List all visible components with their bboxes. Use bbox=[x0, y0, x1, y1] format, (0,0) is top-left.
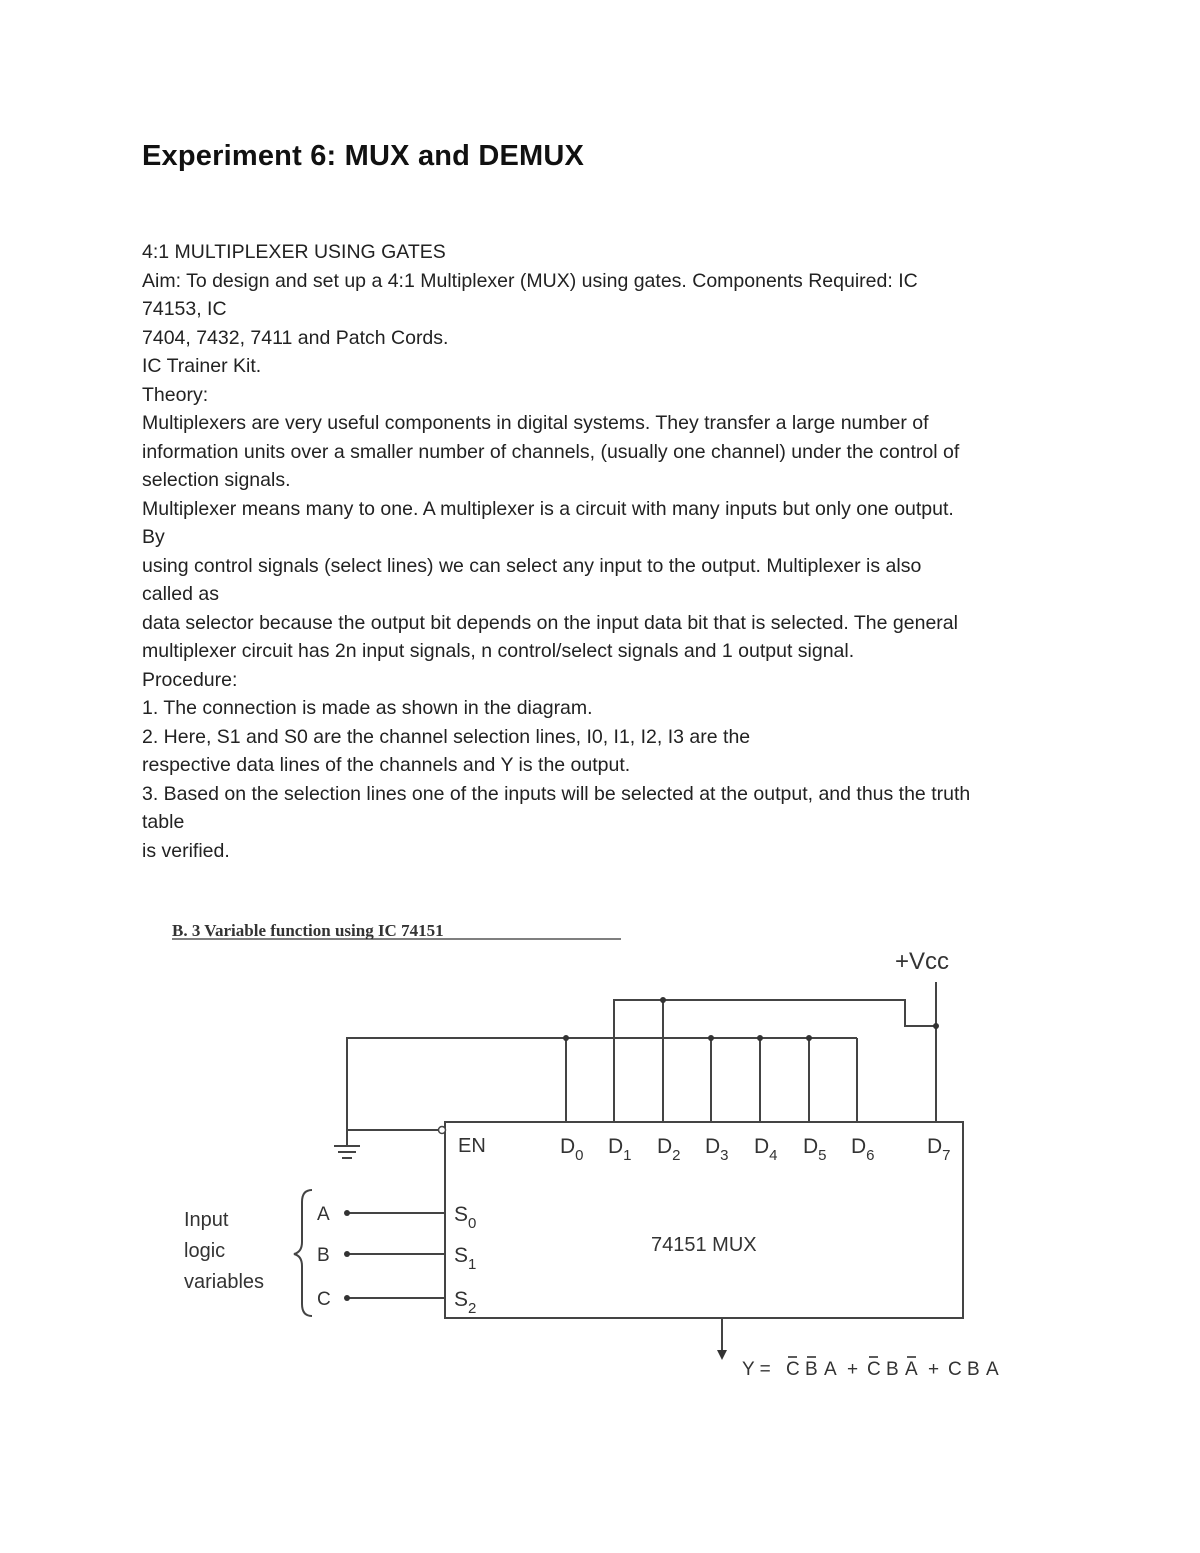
text-line: is verified. bbox=[142, 839, 230, 862]
equation-prefix: Y = bbox=[742, 1359, 771, 1380]
equation-variable: A bbox=[824, 1359, 837, 1380]
equation-plus: + bbox=[847, 1359, 859, 1380]
text-line: multiplexer circuit has 2n input signals, n control/select signals and 1 output signal. bbox=[142, 640, 855, 662]
equation-variable: C bbox=[786, 1359, 800, 1380]
text-line: table bbox=[142, 811, 185, 833]
text-line: selection signals. bbox=[142, 469, 291, 491]
data-pin-label-d4: $D_4$ bbox=[754, 1135, 778, 1164]
text-line: By bbox=[142, 526, 165, 548]
junction-dots bbox=[344, 997, 939, 1301]
text-line: Procedure: bbox=[142, 668, 238, 691]
vcc-label: +Vcc bbox=[895, 948, 950, 975]
text-line: data selector because the output bit depends on the input data bit that is selected. The general bbox=[142, 611, 958, 634]
diagram-caption: B. 3 Variable function using IC 74151 bbox=[172, 921, 444, 940]
equation-variable: C bbox=[867, 1359, 881, 1380]
input-brace bbox=[294, 1190, 312, 1316]
output-equation bbox=[742, 1357, 999, 1380]
text-line: 1. The connection is made as shown in the diagram. bbox=[142, 697, 593, 719]
text-line: respective data lines of the channels and Y is the output. bbox=[142, 754, 631, 776]
select-pin-labels bbox=[454, 1203, 476, 1317]
input-group-label-line: variables bbox=[184, 1271, 265, 1293]
data-pin-label-d7: $D_7$ bbox=[927, 1135, 951, 1164]
equation-variable: A bbox=[905, 1359, 918, 1380]
select-pin-label-s1: $S_1$ bbox=[454, 1244, 477, 1273]
page-title: Experiment 6: MUX and DEMUX bbox=[142, 140, 585, 172]
text-line: called as bbox=[142, 583, 219, 605]
text-line: Multiplexer means many to one. A multiplexer is a circuit with many inputs but only one output. bbox=[142, 497, 954, 520]
chip-body bbox=[445, 1122, 963, 1318]
text-line: information units over a smaller number of channels, (usually one channel) under the control of bbox=[142, 440, 960, 463]
text-line: Theory: bbox=[142, 383, 209, 406]
output-arrow-icon bbox=[717, 1350, 727, 1360]
document-body bbox=[142, 238, 1072, 865]
en-label: EN bbox=[458, 1135, 486, 1157]
text-line: 74153, IC bbox=[142, 298, 227, 320]
input-group-label-line: logic bbox=[184, 1240, 226, 1262]
input-group-label bbox=[184, 1209, 264, 1293]
data-pin-label-d6: $D_6$ bbox=[851, 1135, 875, 1164]
text-line: using control signals (select lines) we can select any input to the output. Multiplexer is also bbox=[142, 554, 922, 577]
select-pin-label-s2: $S_2$ bbox=[454, 1288, 477, 1317]
en-inversion-bubble bbox=[439, 1127, 446, 1134]
input-group-label-line: Input bbox=[184, 1209, 229, 1231]
text-line: 3. Based on the selection lines one of the inputs will be selected at the output, and thus the truth bbox=[142, 782, 971, 805]
data-pin-label-d3: $D_3$ bbox=[705, 1135, 729, 1164]
equation-variable: B bbox=[886, 1359, 899, 1380]
input-label-a: A bbox=[317, 1204, 330, 1225]
text-line: Aim: To design and set up a 4:1 Multiplexer (MUX) using gates. Components Required: IC bbox=[142, 269, 918, 292]
text-line: IC Trainer Kit. bbox=[142, 355, 262, 377]
equation-variable: B bbox=[805, 1359, 818, 1380]
circuit-svg bbox=[160, 912, 1060, 1392]
input-labels bbox=[317, 1204, 331, 1310]
input-label-c: C bbox=[317, 1289, 331, 1310]
data-pin-labels bbox=[560, 1135, 951, 1164]
chip-label: 74151 MUX bbox=[651, 1234, 757, 1256]
data-pin-label-d0: $D_0$ bbox=[560, 1135, 584, 1164]
text-line: 7404, 7432, 7411 and Patch Cords. bbox=[142, 326, 449, 349]
text-line: Multiplexers are very useful components in digital systems. They transfer a large number of bbox=[142, 412, 929, 434]
text-line: 4:1 MULTIPLEXER USING GATES bbox=[142, 241, 446, 263]
equation-variable: B bbox=[967, 1359, 980, 1380]
equation-variable: A bbox=[986, 1359, 999, 1380]
data-pin-label-d5: $D_5$ bbox=[803, 1135, 827, 1164]
data-pin-label-d1: $D_1$ bbox=[608, 1135, 632, 1164]
select-pin-label-s0: $S_0$ bbox=[454, 1203, 477, 1232]
input-label-b: B bbox=[317, 1245, 330, 1266]
circuit-diagram bbox=[160, 912, 1060, 1392]
text-line: 2. Here, S1 and S0 are the channel selection lines, I0, I1, I2, I3 are the bbox=[142, 725, 751, 748]
equation-variable: C bbox=[948, 1359, 962, 1380]
equation-plus: + bbox=[928, 1359, 940, 1380]
low-bus-wire bbox=[347, 1038, 857, 1130]
data-pin-label-d2: $D_2$ bbox=[657, 1135, 681, 1164]
